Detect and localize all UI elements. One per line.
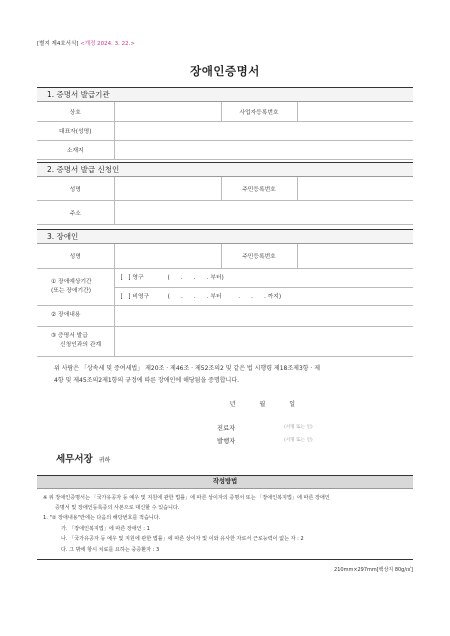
section-disabled-title: 3. 장애인 [37, 230, 413, 243]
date-day: 일 [289, 400, 295, 408]
applicant-address-label: 주소 [37, 201, 114, 225]
period-label-line1: ① 장애예상기간 [51, 278, 92, 285]
note-item-b: 나. 「국가유공자 등 예우 및 지원에 관한 법률」에 따른 상이자 및 이와 유사한 자로서 근로능력이 없는 자 : 2 [61, 536, 304, 543]
certification-statement [37, 357, 413, 387]
applicant-name-field[interactable] [114, 177, 221, 201]
relation-label [37, 326, 114, 356]
note-1a: ※ 위 장애인증명서는 「국가유공자 등 예우 및 지원에 관한 법률」에 따른 상이자의 증명서 또는 「장애인복지법」에 따른 장애인 [43, 494, 330, 501]
applicant-table [37, 177, 413, 226]
disabled-rrn-field[interactable] [297, 244, 413, 268]
revision-date: <개정 2024. 3. 22.> [80, 41, 135, 47]
date-month: 월 [259, 400, 266, 408]
issuer-address-field[interactable] [114, 140, 413, 159]
form-number: [별지 제4호서식] [37, 41, 79, 47]
certificate-document [37, 40, 413, 573]
period-label-line2: (또는 장애기간) [51, 287, 91, 294]
issuer-label: 발행자 [217, 437, 236, 445]
statement-line1: 위 사람은 「상속세 및 증여세법」 제20조 · 제46조 · 제52조의2 및 같은 법 시행령 제18조제3항 · 제 [54, 364, 321, 372]
issuer-address-label: 소재지 [37, 140, 114, 159]
note-item-c: 다. 그 밖에 항시 치료를 요하는 중증환자 : 3 [61, 546, 160, 553]
doctor-seal[interactable]: (서명 또는 인) [284, 424, 313, 430]
doctor-signature-row [37, 423, 413, 435]
relation-label-line2: 신청인과의 관계 [60, 342, 102, 348]
applicant-address-field[interactable] [114, 201, 413, 225]
method-title: 작성방법 [37, 476, 413, 488]
doctor-label: 진료자 [217, 424, 236, 432]
applicant-rrn-field[interactable] [297, 177, 413, 201]
note-item-a: 가. 「장애인복지법」에 따른 장애인 : 1 [61, 525, 150, 532]
date-line [37, 399, 413, 409]
method-notes [37, 489, 413, 555]
section-issuer-title: 1. 증명서 발급기관 [37, 88, 413, 101]
form-number-line [37, 40, 413, 49]
divider [37, 559, 413, 560]
note-1b: 증명서 및 장애인등록증의 사본으로 대신할 수 있습니다. [55, 504, 180, 511]
relation-field[interactable] [114, 326, 413, 356]
addressee-name: 세무서장 [56, 453, 93, 465]
content-label: ② 장애내용 [37, 305, 114, 326]
date-year: 년 [229, 400, 236, 408]
permanent-option[interactable]: [ ] 영구 ( . . . 부터) [120, 274, 224, 281]
section-applicant-title: 2. 증명서 발급 신청인 [37, 163, 413, 176]
disabled-table [37, 244, 413, 357]
relation-label-line1: ③ 증명서 발급 [51, 333, 88, 339]
statement-line2: 4항 및 제45조의2제1항의 규정에 따른 장애인에 해당됨을 증명합니다. [54, 376, 240, 384]
issuer-bizno-label: 사업자등록번호 [221, 102, 297, 121]
issuer-name-field[interactable] [114, 102, 221, 121]
non-permanent-option[interactable]: [ ] 비영구 ( . . . 부터 . . . 까지) [115, 287, 414, 305]
applicant-name-label: 성명 [37, 177, 114, 201]
disabled-name-label: 성명 [37, 244, 114, 268]
issuer-bizno-field[interactable] [297, 102, 413, 121]
issuer-signature-row [37, 436, 413, 448]
period-label [37, 268, 114, 305]
issuer-seal[interactable]: (서명 또는 인) [284, 437, 313, 443]
issuer-rep-label: 대표자(성명) [37, 121, 114, 140]
content-field[interactable] [114, 305, 413, 326]
issuer-rep-field[interactable] [114, 121, 413, 140]
issuer-table [37, 102, 413, 160]
addressee [56, 451, 110, 465]
period-options [114, 268, 413, 305]
disabled-rrn-label: 주민등록번호 [221, 244, 297, 268]
issuer-name-label: 상호 [37, 102, 114, 121]
disabled-name-field[interactable] [114, 244, 221, 268]
addressee-honorific: 귀하 [98, 456, 111, 464]
applicant-rrn-label: 주민등록번호 [221, 177, 297, 201]
addressee-row [37, 451, 413, 467]
document-title: 장애인증명서 [190, 64, 260, 78]
note-2: 1. "② 장애내용"란에는 다음의 해당번호를 적습니다. [43, 515, 161, 522]
paper-size: 210mm×297mm[백상지 80g/㎡] [334, 566, 413, 573]
